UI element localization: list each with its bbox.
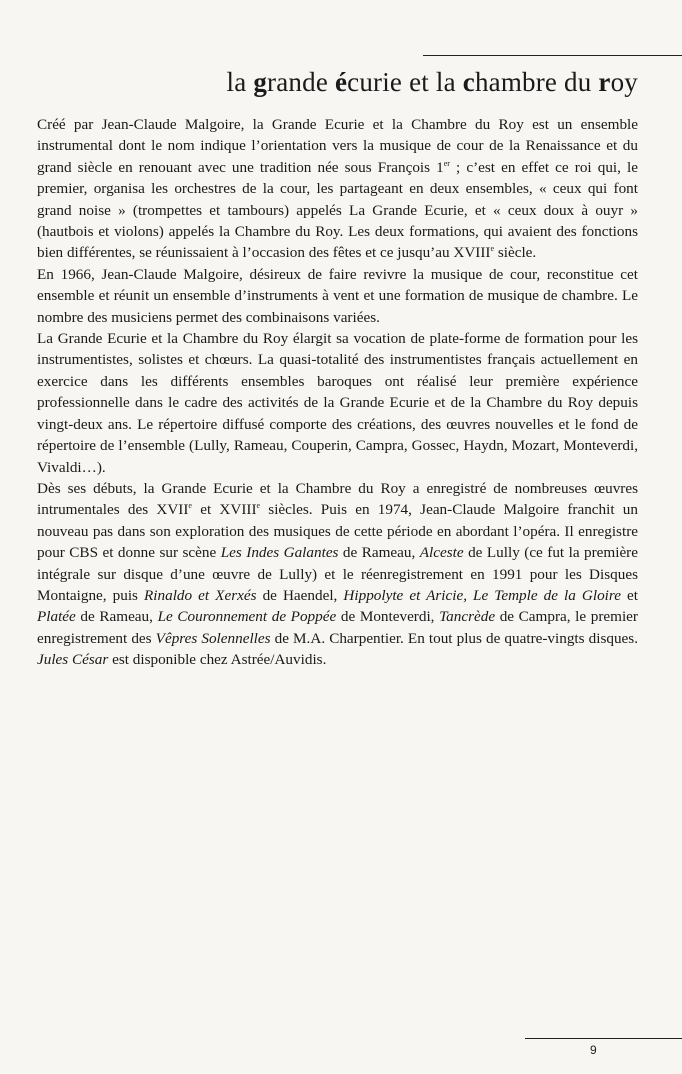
title-part: la	[226, 67, 254, 97]
italic-title: Le Couronnement de Poppée	[157, 608, 337, 626]
title-initial-e: é	[334, 67, 348, 97]
superscript-text: e	[256, 501, 261, 511]
superscript-text: er	[443, 158, 450, 168]
title-part: curie et la	[347, 67, 463, 97]
italic-title: Jules César	[37, 651, 109, 669]
text-segment: et XVIII	[191, 501, 257, 519]
title-part: hambre du	[474, 67, 599, 97]
bottom-rule	[525, 1038, 682, 1039]
text-segment: de Lully (ce fut la première intégrale sur disque d’une œuvre de Lully) et le réenregistrement en 1991 pour les Disques Montaigne, puis	[37, 544, 638, 604]
title-part: oy	[610, 67, 638, 97]
text-segment: de Monteverdi,	[336, 608, 440, 626]
text-segment: et	[620, 586, 638, 604]
title-initial-g: g	[253, 67, 268, 97]
text-segment: Dès ses débuts, la Grande Ecurie et la Chambre du Roy a enregistré de nombreuses œuvres intrumentales des XVII	[37, 479, 638, 519]
page-number: 9	[590, 1043, 597, 1057]
italic-title: Rinaldo et Xerxés	[144, 586, 257, 604]
text-segment: de Campra, le premier enregistrement des	[37, 608, 638, 647]
italic-title: Alceste	[419, 544, 464, 562]
top-rule	[423, 55, 682, 56]
text-segment: est disponible chez Astrée/Auvidis.	[108, 651, 327, 669]
title-initial-r: r	[598, 67, 611, 97]
text-segment: siècle.	[494, 244, 537, 262]
superscript-text: e	[188, 501, 192, 511]
text-segment: La Grande Ecurie et la Chambre du Roy élargit sa vocation de plate-forme de formation pour les instrumentistes, solistes et chœurs. La quasi-totalité des instrumentistes français actuellement en exercice dans les différents ensembles baroques ont réalisé leur première expérience professionnelle dans le cadre des activités de la Grande Ecurie et de la Chambre du Roy depuis vingt-deux ans. Le répertoire diffusé comporte des créations, des œuvres nouvelles et le fond de répertoire de l’ensemble (Lully, Rameau, Couperin, Campra, Gossec, Haydn, Mozart, Monteverdi, Vivaldi…).	[37, 330, 638, 476]
italic-title: Vêpres Solennelles	[155, 629, 271, 647]
paragraph	[37, 114, 638, 264]
body-text	[37, 114, 638, 671]
text-segment: de M.A. Charpentier. En tout plus de quatre-vingts disques.	[270, 629, 638, 647]
italic-title: Hippolyte et Aricie, Le Temple de la Gloire	[343, 586, 621, 604]
text-segment: de Rameau,	[338, 544, 420, 562]
title-part: rande	[267, 67, 335, 97]
paragraph	[37, 478, 638, 671]
text-segment: Créé par Jean-Claude Malgoire, la Grande Ecurie et la Chambre du Roy est un ensemble instrumental dont le nom indique l’orientation vers la musique de cour de la Renaissance et du grand siècle en renouant avec une tradition née sous François 1	[37, 116, 638, 176]
page-title	[227, 62, 639, 102]
italic-title: Platée	[37, 608, 76, 626]
text-segment: siècles. Puis en 1974, Jean-Claude Malgoire franchit un nouveau pas dans son exploration des musiques de cette période en abordant l’opéra. Il enregistre pour CBS et donne sur scène	[37, 501, 638, 562]
text-segment: En 1966, Jean-Claude Malgoire, désireux de faire revivre la musique de cour, reconstitue cet ensemble et réunit un ensemble d’instruments à vent et une formation de musique de chambre. Le nombre des musiciens permet des combinaisons variées.	[37, 265, 638, 326]
superscript-text: e	[490, 244, 495, 254]
text-segment: ; c’est en effet ce roi qui, le premier, organisa les orchestres de la cour, les partageant en deux ensembles, « ceux qui font grand noise » (trompettes et tambours) appelés La Grande Ecurie, et « ceux doux à ouyr » (hautbois et violons) appelés la Chambre du Roy. Les deux formations, qui avaient des fonctions bien différentes, se réunissaient à l’occasion des fêtes et ce jusqu’au XVIII	[37, 158, 638, 262]
paragraph	[37, 264, 638, 328]
text-segment: de Rameau,	[75, 608, 158, 626]
italic-title: Les Indes Galantes	[220, 544, 339, 562]
paragraph	[37, 328, 638, 478]
title-initial-c: c	[462, 67, 475, 97]
italic-title: Tancrède	[439, 608, 496, 626]
text-segment: de Haendel,	[256, 586, 344, 604]
